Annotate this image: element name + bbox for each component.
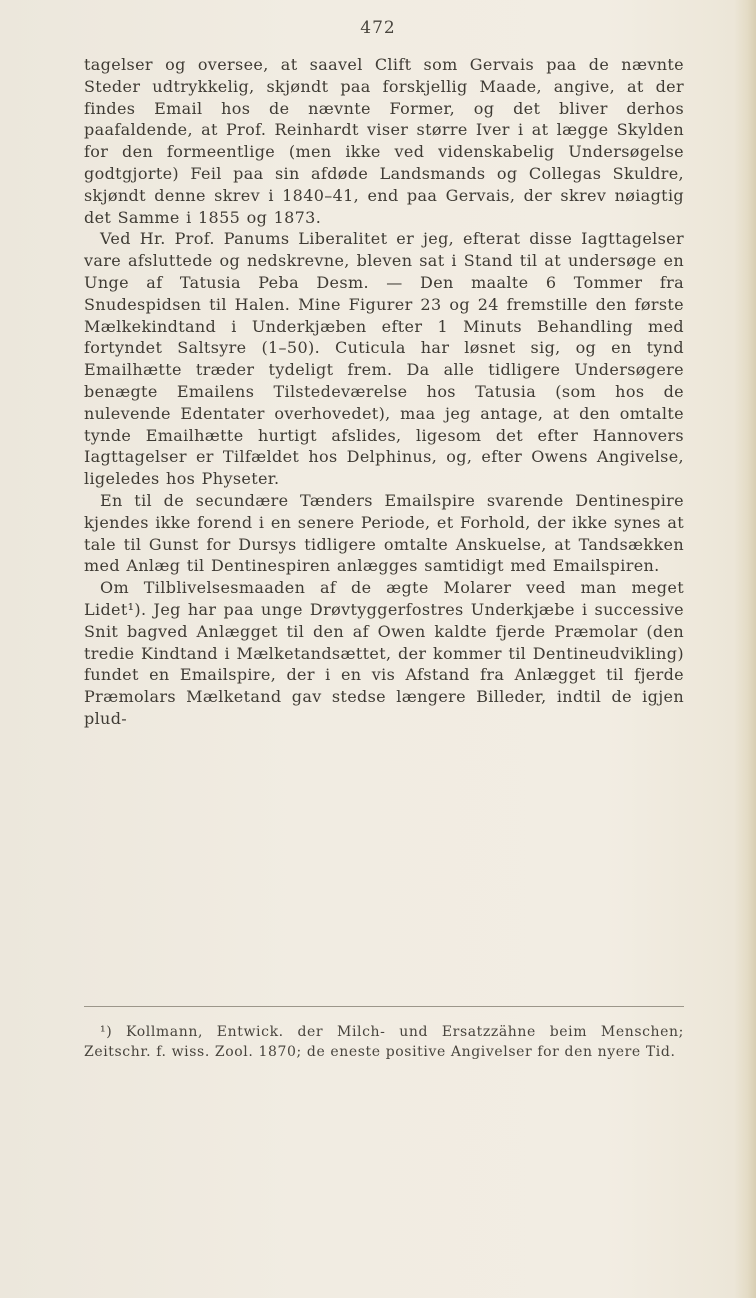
page-edge-shadow: [734, 0, 756, 1298]
paragraph-tatusia: Ved Hr. Prof. Panums Liberalitet er jeg, efterat disse Iagttagelser vare afsluttede og nedskrevne, bleven sat i Stand til at undersøge en Unge af Tatusia Peba Desm. — Den maalte 6 Tommer fra Snudespidsen til Halen. Mine Figurer 23 og 24 fremstille den første Mælkekindtand i Underkjæben efter 1 Minuts Behandling med fortyndet Saltsyre (1–50). Cuticula har løsnet sig, og en tynd Emailhætte træder tydeligt frem. Da alle tidligere Undersøgere benægte Emailens Tilstedeværelse hos Tatusia (som hos de nulevende Edentater overhovedet), maa jeg antage, at den omtalte tynde Emailhætte hurtigt afslides, ligesom det efter Hannovers Iagttagelser er Tilfældet hos Delphinus, og, efter Owens Angivelse, ligeledes hos Physeter.: [84, 229, 684, 489]
paragraph-molarer: Om Tilblivelsesmaaden af de ægte Molarer veed man meget Lidet¹). Jeg har paa unge Drøvtyggerfostres Underkjæbe i successive Snit bagved Anlægget til den af Owen kaldte fjerde Præmolar (den tredie Kindtand i Mælketandsættet, der kommer til Dentineudvikling) fundet en Emailspire, der i en vis Afstand fra Anlægget til fjerde Præmolars Mælketand gav stedse længere Billeder, indtil de igjen plud-: [84, 578, 684, 728]
footnote-divider: [84, 1006, 684, 1007]
paragraph-dentinespire: En til de secundære Tænders Emailspire svarende Dentinespire kjendes ikke forend i en senere Periode, et Forhold, der ikke synes at tale til Gunst for Dursys tidligere omtalte Anskuelse, at Tandsækken med Anlæg til Dentinespiren anlægges samtidigt med Emailspiren.: [84, 490, 684, 576]
body-text: [84, 54, 684, 730]
footnote-text: ¹) Kollmann, Entwick. der Milch- und Ersatzzähne beim Menschen; Zeitschr. f. wiss. Zool. 1870; de eneste positive Angivelser for den nyere Tid.: [84, 1024, 684, 1060]
footnote: [84, 1022, 684, 1062]
page-number: 472: [360, 18, 396, 38]
paragraph-continuation: tagelser og oversee, at saavel Clift som Gervais paa de nævnte Steder udtrykkelig, skjøndt paa forskjellig Maade, angive, at der findes Email hos de nævnte Former, og det bliver derhos paafaldende, at Prof. Reinhardt viser større Iver i at lægge Skylden for den formeentlige (men ikke ved videnskabelig Undersøgelse godtgjorte) Feil paa sin afdøde Landsmands og Collegas Skuldre, skjøndt denne skrev i 1840–41, end paa Gervais, der skrev nøiagtig det Samme i 1855 og 1873.: [84, 55, 684, 227]
